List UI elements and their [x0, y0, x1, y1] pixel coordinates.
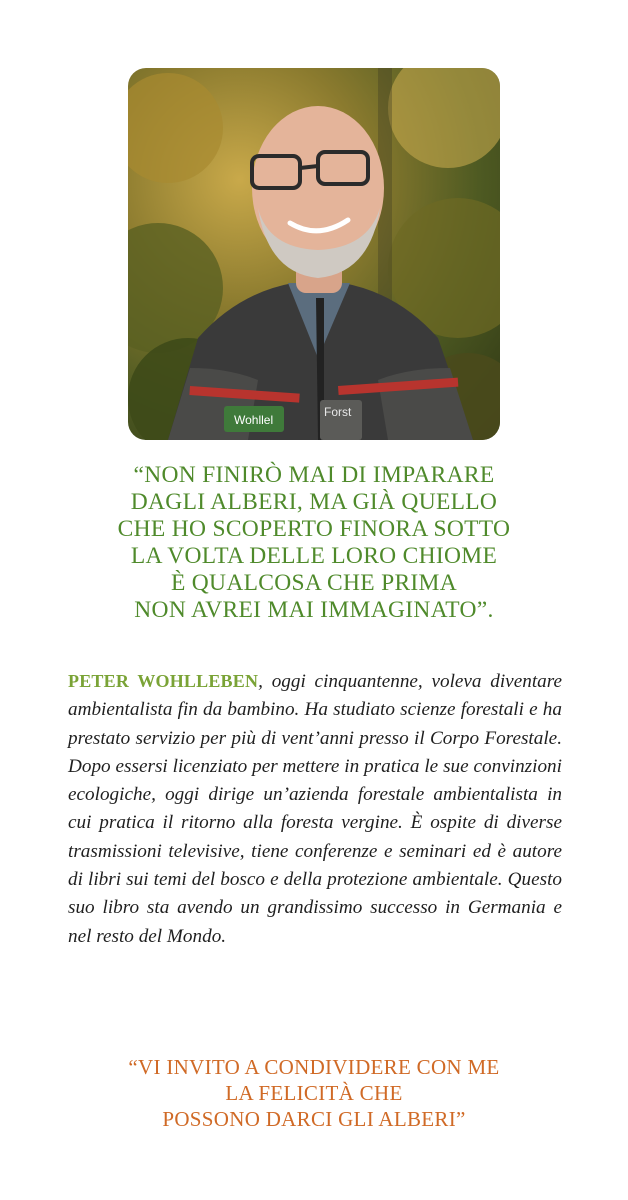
quote-bottom-line: POSSONO DARCI GLI ALBERI”	[162, 1107, 466, 1131]
author-bio	[68, 667, 562, 951]
quote-top-line: CHE HO SCOPERTO FINORA SOTTO	[117, 516, 511, 542]
quote-bottom	[40, 1054, 588, 1132]
portrait-illustration	[128, 68, 500, 440]
quote-bottom-line: LA FELICITÀ CHE	[225, 1081, 403, 1105]
quote-top-line: DAGLI ALBERI, MA GIÀ QUELLO	[130, 489, 498, 515]
bio-text: , oggi cinquantenne, voleva diventare ambientalista fin da bambino. Ha studiato scienze forestali e ha prestato servizio per più di vent’anni presso il Corpo Forestale. Dopo essersi licenziato per mettere in pratica le sue convinzioni ecologiche, oggi dirige un’azienda forestale ambientalista in cui pratica il ritorno alla foresta vergine. È ospite di diverse trasmissioni televisive, tiene conferenze e seminari ed è autore di libri sui temi del bosco e della protezione ambientale. Questo suo libro sta avendo un grandissimo successo in Germania e nel resto del Mondo.	[68, 671, 563, 947]
author-name: PETER WOHLLEBEN	[68, 671, 259, 691]
quote-top	[40, 462, 588, 624]
quote-top-line: NON AVREI MAI IMMAGINATO”.	[134, 597, 494, 623]
quote-top-line: “NON FINIRÒ MAI DI IMPARARE	[133, 462, 495, 488]
quote-top-line: LA VOLTA DELLE LORO CHIOME	[130, 543, 498, 569]
jacket-patch-left: Wohllel	[234, 413, 274, 427]
quote-bottom-line: “VI INVITO A CONDIVIDERE CON ME	[128, 1055, 500, 1079]
author-photo	[128, 68, 500, 440]
quote-top-line: È QUALCOSA CHE PRIMA	[170, 570, 458, 596]
jacket-patch-right: Forst	[324, 405, 352, 419]
